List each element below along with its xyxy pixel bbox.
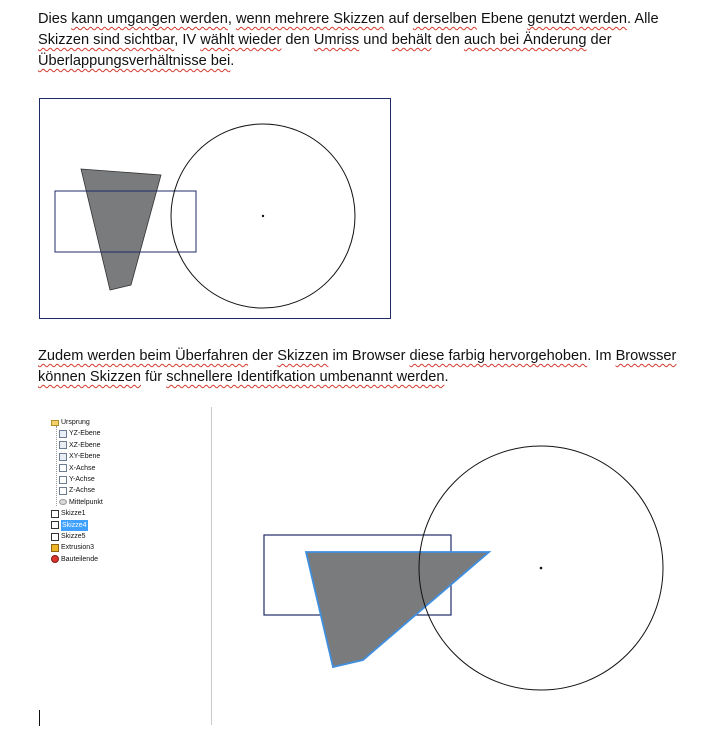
browser-item-label: YZ-Ebene [69,430,101,438]
paragraph-overlap-explanation [38,9,708,72]
circle-center-point [540,567,543,570]
sketch-icon [51,533,59,541]
browser-item-label: Skizze4 [62,521,87,529]
folder-icon [51,420,59,426]
browser-item-label: Ursprung [61,419,90,426]
text-cursor [39,710,40,726]
browser-item-label: XY-Ebene [69,453,101,461]
browser-item-extrusion3[interactable] [43,542,94,553]
text-run: , [227,11,236,27]
highlighted-profile-triangle [306,552,489,667]
text-run: der [248,348,278,364]
browser-item-ursprung[interactable] [43,417,90,428]
text-run: . [444,369,449,385]
browser-item-skizze5[interactable] [43,531,86,542]
text-run: den [281,32,314,48]
spellcheck-flagged-text: Skizzen sind sichtbar [38,32,175,48]
browser-item-label: Extrusion3 [61,544,95,552]
spellcheck-flagged-text: Skizzen [277,348,329,364]
spellcheck-flagged-text: genutzt werden [527,11,628,27]
browser-item-z-achse[interactable] [59,485,95,496]
browser-item-y-achse[interactable] [59,474,95,485]
browser-item-label: Mittelpunkt [69,498,103,506]
text-run: Ebene [476,11,528,27]
axis-icon [59,464,67,472]
spellcheck-flagged-text: diese farbig hervorgehoben [409,348,588,364]
plane-icon [59,441,67,449]
browser-item-label: Y-Achse [69,476,95,483]
browser-item-yz-ebene[interactable] [59,428,101,439]
plane-icon [59,453,67,461]
browser-item-mittelpunkt[interactable] [59,497,103,508]
spellcheck-flagged-text: schnellere Identifkation umbenannt werden [166,369,445,385]
spellcheck-flagged-text: Umriss [313,32,360,48]
text-run: für [141,369,167,385]
text-run: und [359,32,392,48]
text-run: , IV [174,32,201,48]
browser-item-xz-ebene[interactable] [59,440,101,451]
text-run: . Im [587,348,616,364]
plane-icon [59,430,67,438]
sketch-canvas-highlighted [255,440,675,702]
browser-item-bauteilende[interactable] [43,554,98,565]
point-icon [59,499,67,505]
spellcheck-flagged-text: Überlappungsverhältnisse bei [38,53,231,69]
text-run: im Browser [328,348,410,364]
spellcheck-flagged-text: derselben [412,11,477,27]
browser-item-label: Bauteilende [61,555,98,563]
text-run: der [586,32,612,48]
browser-item-label: Z-Achse [69,487,96,495]
figure-sketch-overlap [39,98,391,319]
spellcheck-flagged-text: kann umgangen werden [71,11,228,27]
browser-item-label: Skizze1 [61,510,86,518]
browser-item-xy-ebene[interactable] [59,451,100,462]
tree-connector-line [56,426,57,506]
text-run: . [230,53,235,69]
model-browser-panel [39,407,212,725]
browser-item-label: XZ-Ebene [69,441,101,449]
part-end-icon [51,555,59,563]
axis-icon [59,476,67,484]
circle-center-point [262,215,264,217]
browser-item-label: X-Achse [69,464,96,472]
sketch-icon [51,521,59,529]
spellcheck-flagged-text: Browsser können Skizzen [38,348,677,385]
figure-highlighted-sketch [255,440,675,702]
text-run: auf [384,11,413,27]
browser-item-skizze1[interactable] [43,508,86,519]
browser-item-skizze4[interactable] [43,520,88,531]
spellcheck-flagged-text: wenn mehrere Skizzen [235,11,385,27]
text-run: Dies [38,11,72,27]
spellcheck-flagged-text: wählt wieder [200,32,282,48]
spellcheck-flagged-text: Zudem werden beim Überfahren [38,348,249,364]
filled-profile-trapezoid [81,169,161,290]
spellcheck-flagged-text: auch bei Änderung [463,32,587,48]
sketch-canvas [40,99,392,320]
axis-icon [59,487,67,495]
spellcheck-flagged-text: behält [391,32,432,48]
text-run: . Alle [627,11,659,27]
browser-item-label: Skizze5 [61,533,86,540]
sketch-icon [51,510,59,518]
text-run: den [431,32,464,48]
extrusion-icon [51,544,59,552]
browser-item-x-achse[interactable] [59,463,95,474]
paragraph-browser-highlight [38,346,708,388]
